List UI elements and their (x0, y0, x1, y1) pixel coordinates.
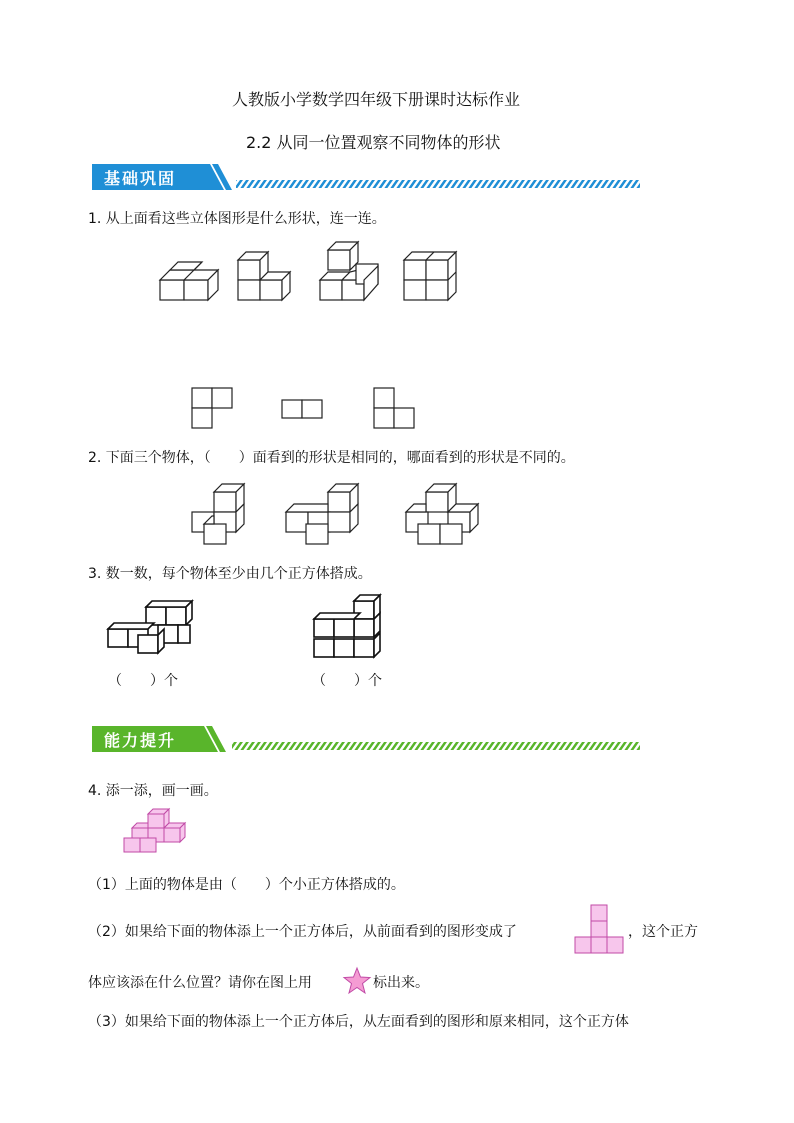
q1-top-views (190, 386, 430, 436)
question-4-3: （3）如果给下面的物体添上一个正方体后，从左面看到的图形和原来相同，这个正方体 (88, 1014, 629, 1030)
section-banner-advanced (92, 722, 642, 756)
page-title: 人教版小学数学四年级下册课时达标作业 (232, 90, 521, 109)
question-4-1: （1）上面的物体是由（ ）个小正方体搭成的。 (88, 877, 405, 893)
q3-solid-figures (106, 595, 406, 665)
q3-answer-blank-1[interactable]: （ ）个 (108, 673, 178, 689)
q1-figure-c (320, 242, 378, 300)
q1-figure-a (160, 262, 218, 300)
q1-top-view-1 (192, 388, 232, 428)
q3-figure-1 (108, 601, 192, 653)
q4-front-view-figure (573, 903, 629, 953)
section-label-basic: 基础巩固 (104, 169, 177, 188)
q1-top-view-3 (374, 388, 414, 428)
section-banner-basic (92, 160, 642, 194)
question-4-2-part-b: ，这个正方 (628, 924, 698, 940)
q2-figure-3 (406, 484, 478, 544)
q3-answer-blank-2[interactable]: （ ）个 (312, 673, 382, 689)
question-2: 2. 下面三个物体，（ ）面看到的形状是相同的，哪面看到的形状是不同的。 (88, 450, 575, 466)
question-4-2-part-a: （2）如果给下面的物体添上一个正方体后，从前面看到的图形变成了 (88, 924, 517, 940)
star-icon (343, 967, 371, 995)
question-4: 4. 添一添，画一画。 (88, 783, 218, 799)
q2-figure-2 (286, 484, 358, 544)
question-4-2-part-d: 标出来。 (373, 975, 429, 991)
q2-figure-1 (192, 484, 244, 544)
question-4-2-part-c: 体应该添在什么位置？请你在图上用 (88, 975, 312, 991)
section-label-advanced: 能力提升 (104, 731, 177, 750)
q1-solid-figures (158, 240, 478, 310)
q1-top-view-2 (282, 400, 322, 418)
q2-solid-figures (190, 484, 490, 549)
page-subtitle: 2.2 从同一位置观察不同物体的形状 (246, 133, 501, 152)
q1-figure-d (404, 252, 456, 300)
q3-figure-2 (314, 595, 380, 657)
q4-pink-figure (122, 806, 202, 856)
question-3: 3. 数一数，每个物体至少由几个正方体搭成。 (88, 566, 372, 582)
question-1: 1. 从上面看这些立体图形是什么形状，连一连。 (88, 211, 386, 227)
q1-figure-b (238, 252, 290, 300)
